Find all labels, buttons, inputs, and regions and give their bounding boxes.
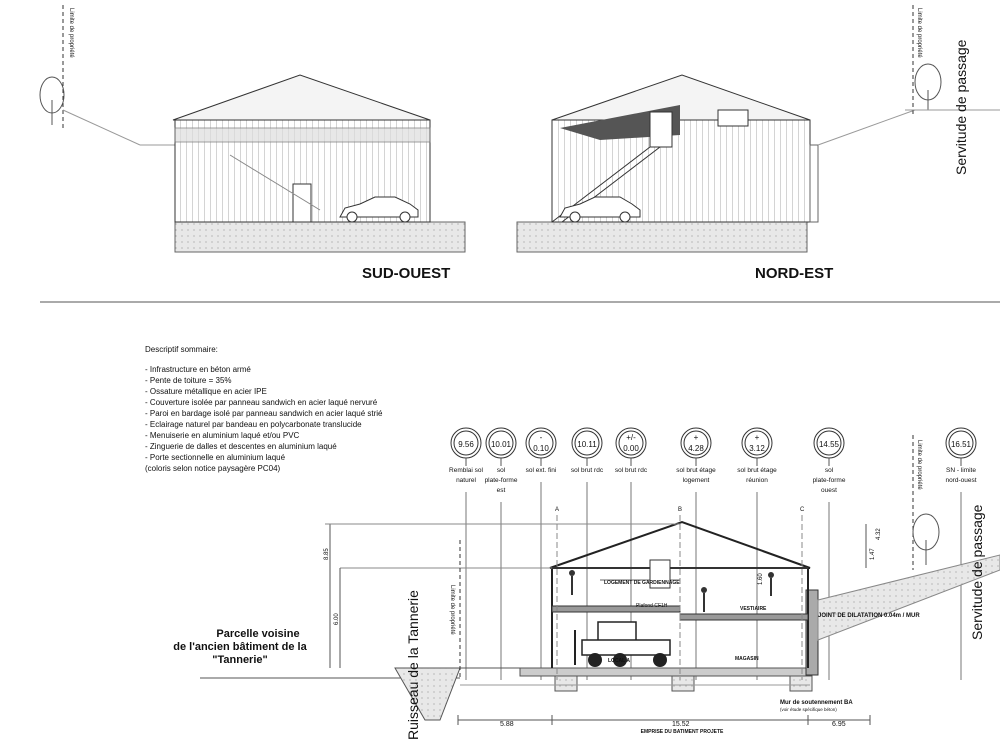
tree-icon	[913, 514, 939, 565]
level-label: sol brut étage logement	[676, 467, 716, 484]
plafond-label: Plafond CF1H	[636, 603, 668, 609]
level-label: sol brut étage réunion	[737, 467, 777, 484]
level-label: Remblai sol naturel	[449, 467, 483, 484]
descriptif-line: - Eclairage naturel par bandeau en polycarbonate translucide	[145, 420, 362, 429]
limite-right-section-label: Limite de propriété	[916, 440, 922, 490]
servitude-top-label: Servitude de passage	[953, 39, 969, 175]
level-value: 0.10	[533, 444, 549, 453]
descriptif-line: (coloris selon notice paysagère PC04)	[145, 464, 281, 473]
right-property-limit-top	[905, 5, 1000, 175]
height-160: 1.60	[758, 573, 764, 585]
person-icon	[768, 572, 774, 596]
mur-note: (voir étude spécifique béton)	[780, 707, 837, 712]
limite-left-label: Limite de propriété	[68, 8, 74, 58]
parcelle-line: Parcelle voisine	[216, 628, 300, 640]
level-value: +	[693, 433, 699, 442]
limite-section-label: Limite de propriété	[449, 585, 455, 635]
grid-c-label: C	[800, 507, 805, 513]
descriptif-line: - Zinguerie de dalles et descentes en aluminium laqué	[145, 442, 337, 451]
height-roof: 4.32	[876, 528, 882, 540]
dim-left: 5.88	[500, 721, 514, 728]
parcelle-line: de l'ancien bâtiment de la	[173, 641, 307, 653]
parcelle-line: "Tannerie"	[212, 654, 268, 666]
level-label: sol brut rdc	[614, 467, 648, 474]
descriptif-line: - Couverture isolée par panneau sandwich en acier laqué nervuré	[145, 398, 378, 407]
tree-icon	[40, 77, 64, 125]
elevation-nord-est	[517, 75, 915, 282]
level-label: SN - limite nord-ouest	[945, 467, 977, 484]
dim-right: 6.95	[832, 721, 846, 728]
limite-right-label: Limite de propriété	[916, 8, 922, 58]
level-value: +	[754, 433, 760, 442]
level-marker	[449, 428, 484, 680]
level-label: sol plate-forme ouest	[812, 467, 846, 494]
joint-label: JOINT DE DILATATION 0.04m / MUR	[818, 613, 920, 619]
level-value: 10.01	[490, 440, 512, 449]
level-value: +/-	[626, 433, 636, 442]
level-label: sol ext. fini	[525, 467, 557, 474]
vestiaire-label: VESTIAIRE	[740, 606, 767, 612]
descriptif-line: - Pente de toiture = 35%	[145, 376, 232, 385]
height-147: 1.47	[870, 548, 876, 560]
level-value: 0.00	[623, 444, 639, 453]
mur-label: Mur de soutennement BA	[780, 700, 853, 706]
logement-label: LOGEMENT DE GARDIENNAGE	[604, 580, 680, 586]
nord-est-label: NORD-EST	[755, 265, 834, 282]
height-total: 8.85	[324, 548, 330, 560]
person-icon	[701, 587, 707, 612]
elevation-sud-ouest	[63, 75, 465, 282]
level-value: 3.12	[749, 444, 765, 453]
level-value: 4.28	[688, 444, 704, 453]
height-low: 6.00	[334, 613, 340, 625]
level-markers	[449, 428, 977, 680]
descriptif-line: - Menuiserie en aluminium laqué et/ou PVC	[145, 431, 300, 440]
local-label: LOCAL A	[608, 658, 630, 664]
dim-mid: 15.52	[672, 721, 690, 728]
level-marker	[485, 428, 518, 680]
descriptif-line: - Ossature métallique en acier IPE	[145, 387, 267, 396]
sud-ouest-label: SUD-OUEST	[362, 265, 451, 282]
descriptif-sommaire	[145, 345, 383, 473]
grid-a-label: A	[555, 507, 560, 513]
servitude-section-label: Servitude de passage	[969, 504, 985, 640]
magasin-label: MAGASIN	[735, 656, 759, 662]
person-icon	[569, 570, 575, 595]
descriptif-line: - Porte sectionnelle en aluminium laqué	[145, 453, 286, 462]
level-value: 16.51	[950, 440, 972, 449]
ruisseau-label: Ruisseau de la Tannerie	[405, 590, 421, 740]
left-property-limit	[40, 5, 74, 130]
level-value: -	[539, 433, 543, 442]
emprise-label: EMPRISE DU BATIMENT PROJETE	[640, 729, 724, 735]
level-label: sol plate-forme est	[484, 467, 518, 494]
tree-icon	[915, 64, 941, 110]
level-value: 9.56	[458, 440, 474, 449]
level-label: sol brut rdc	[570, 467, 604, 474]
descriptif-title: Descriptif sommaire:	[145, 345, 218, 354]
grid-b-label: B	[678, 507, 683, 513]
level-marker	[676, 428, 716, 680]
level-value: 10.11	[577, 440, 597, 449]
level-value: 14.55	[818, 440, 840, 449]
descriptif-line: - Infrastructure en béton armé	[145, 365, 251, 374]
descriptif-line: - Paroi en bardage isolé par panneau sandwich en acier laqué strié	[145, 409, 383, 418]
